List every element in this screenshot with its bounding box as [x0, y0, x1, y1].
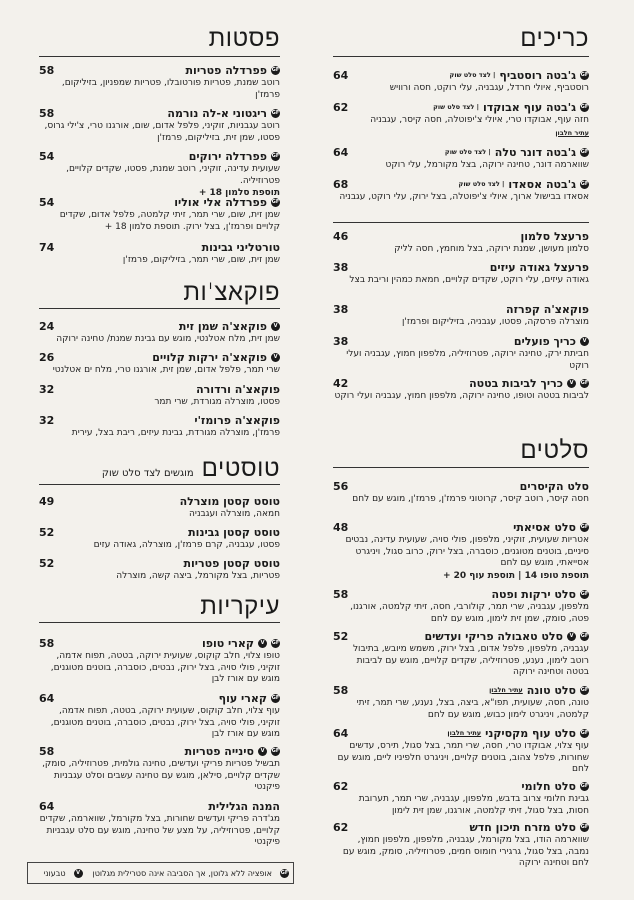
- section-divider: [39, 308, 280, 309]
- item-name: קארי טופו: [201, 636, 254, 650]
- item-name: פוקאצ'ה פרומז'י: [194, 413, 280, 427]
- item-price: 62: [333, 820, 349, 834]
- vegan-icon: V: [74, 869, 83, 878]
- section-title-sandwiches: כריכים: [520, 24, 589, 52]
- gf-icon: GF: [271, 66, 280, 73]
- menu-item: [333, 520, 589, 582]
- gf-icon: GF: [580, 180, 589, 187]
- item-price: 58: [39, 106, 55, 120]
- item-name: קארי עוף: [218, 691, 267, 705]
- item-description: שמן זית, מלח אטלנטי, מוגש עם גבינת שמנת/ טחינה ירוקה: [56, 334, 280, 344]
- section-title-focaccias: פוקאצ'ות: [183, 278, 280, 306]
- section-divider: [333, 467, 589, 468]
- item-description: עגבניה, מלפפון, פלפל אדום, בצל ירוק, משמש מיובש, בתיבול רוטב לימון, נענע, פטרוזיליה, שקדים קלויים, מוגש עם לביבות בטטה וטחינה ירוקה: [352, 644, 589, 677]
- item-name: פפרדלה אלי אוליו: [174, 195, 267, 209]
- section-divider: [39, 484, 280, 485]
- item-price: 46: [333, 229, 349, 243]
- menu-item: [333, 629, 589, 679]
- menu-item: [333, 376, 589, 403]
- section-divider: [333, 222, 589, 223]
- vegan-icon: V: [271, 353, 280, 362]
- gf-icon: GF: [580, 103, 589, 110]
- menu-item: [39, 240, 280, 267]
- item-name: פוקאצ'ה ורדורה: [196, 382, 280, 396]
- item-name: סלט עוף מקסיקני: [485, 726, 576, 740]
- item-name: סינייה פטריות: [184, 744, 254, 758]
- section-title-toasts: טוסטים: [201, 454, 280, 482]
- item-extra: תוספת סלמון 18 +: [198, 188, 280, 198]
- item-name: פפרדלה פטריות: [185, 63, 267, 77]
- vegan-icon: V: [271, 322, 280, 331]
- item-price: 26: [39, 350, 55, 364]
- item-price: 58: [333, 683, 349, 697]
- section-title-mains: עיקריות: [200, 592, 280, 620]
- gf-icon: GF: [580, 71, 589, 78]
- gf-icon: GF: [580, 148, 589, 155]
- item-name: המנה הגלילית: [208, 799, 280, 813]
- item-price: 68: [333, 177, 349, 191]
- item-name: ג'בטה דונר טלה: [494, 145, 576, 159]
- menu-item: [333, 260, 589, 287]
- item-description: אטריות שעועית, זוקיני, מלפפון, פולי סויה, שעועית עדינה, נבטים סיניים, בוטנים מטוגנים, כוסברה, בצל ירוק, כרוב סגול, ויניגרט אסייאתי, מוגש עם לחם: [345, 535, 589, 568]
- menu-item: [333, 229, 589, 256]
- gf-icon: GF: [580, 523, 589, 530]
- item-name: כריך פועלים: [513, 334, 576, 348]
- item-description: רוסטביף, איולי חרדל, עגבניה, עלי רוקט, חסה ורוויש: [389, 83, 589, 93]
- gf-icon: GF: [271, 694, 280, 701]
- item-name: כריך לביבות בטטה: [469, 376, 563, 390]
- item-name: פפרדלה ירוקים: [188, 149, 267, 163]
- menu-item: [333, 820, 589, 870]
- item-description: מוצרלה פרסקה, פסטו, עגבניה, בזיליקום ופרמז'ן: [401, 317, 589, 327]
- gf-icon: GF: [271, 152, 280, 159]
- menu-item: [39, 413, 280, 440]
- item-description: גאודה עיזים, עלי רוקט, שקדים קלויים, חמאת כמהין וריבת בצל: [349, 275, 589, 285]
- item-description: שעועית עדינה, זוקיני, רוטב שמנת, פסטו, שקדים קלויים, פטרוזיליה.: [66, 164, 280, 186]
- item-description: שווארמה דונר, טחינה ירוקה, בצל מקורמל, עלי רוקט: [385, 160, 589, 170]
- section-divider: [39, 56, 280, 57]
- item-tag: עתיר חלבון: [447, 729, 482, 737]
- legend-gf-text: אופציה ללא גלוטן, אך הסביבה אינה סטרילית מגלוטן: [92, 868, 272, 878]
- menu-item: [39, 63, 280, 101]
- item-price: 32: [39, 413, 55, 427]
- item-description: פטריות, בצל מקורמל, ביצה קשה, מוצרלה: [116, 571, 280, 581]
- item-extra: תוספת טופו 14 | תוספת עוף 20 +: [442, 570, 589, 581]
- item-description: שרי תמר, פלפל אדום, שמן זית, אורגנו טרי, מלח ים אטלנטי: [52, 365, 280, 375]
- menu-item: [39, 744, 280, 794]
- item-description: סלמון מעושן, שמנת ירוקה, בצל מוחמץ, חסה לליק: [394, 244, 589, 254]
- gf-icon: GF: [580, 379, 589, 386]
- gf-icon: GF: [271, 109, 280, 116]
- item-price: 54: [39, 149, 55, 163]
- item-description: חזה עוף, אבוקדו טרי, איולי צ'יפוטלה, חסה קיסר, עגבניה: [370, 115, 589, 125]
- item-price: 42: [333, 376, 349, 390]
- item-price: 62: [333, 779, 349, 793]
- item-name: סלט חלומי: [521, 779, 576, 793]
- item-description: עוף צלוי, חלב קוקוס, שעועית ירוקה, בטטה, תפוח אדמה, זוקיני, פולי סויה, בצל ירוק, נבטים, כוסברה, בוטנים מטוגנים, מוגש עם אורז לבן: [50, 706, 280, 739]
- item-note: | לצד סלט שוק: [458, 180, 505, 188]
- item-description: מלפפון, עגבניה, שרי תמר, קולורבי, חסה, זיתי קלמטה, אורגנו, פטה, סומק, שמן זית לימון, מוגש עם לחם: [350, 602, 589, 624]
- item-description: פסטו, עגבניה, קרם פרמז'ן, מוצרלה, גאודה עזים: [93, 540, 280, 550]
- item-price: 38: [333, 302, 349, 316]
- item-price: 64: [39, 799, 55, 813]
- item-price: 74: [39, 240, 55, 254]
- item-name: טוסט קסטן גבינות: [188, 525, 280, 539]
- vegan-icon: V: [567, 379, 576, 388]
- dietary-legend: [27, 862, 294, 884]
- menu-item: [333, 145, 589, 172]
- item-price: 58: [39, 63, 55, 77]
- vegan-icon: V: [580, 337, 589, 346]
- menu-item: [39, 636, 280, 686]
- menu-item: [333, 479, 589, 506]
- menu-item: [39, 149, 280, 200]
- item-price: 64: [333, 726, 349, 740]
- item-name: טוסט קסטן פטריות: [183, 556, 280, 570]
- item-description: חסה קיסר, רוטב קיסר, קרוטוני פרמז'ן, פרמז'ן, מוגש עם לחם: [352, 494, 589, 504]
- item-price: 58: [39, 636, 55, 650]
- item-description: טונה, חסה, שעועית, תפו"א, ביצה, בצל, נענע, שרי תמר, זיתי קלמטה, ויניגרט לימון כבוש, מוגש עם לחם: [356, 698, 589, 720]
- menu-item: [333, 177, 589, 204]
- section-title-pastas: פסטות: [208, 24, 280, 52]
- item-name: פרעצל גאודה עיזים: [489, 260, 589, 274]
- section-divider: [333, 56, 589, 57]
- item-price: 58: [39, 744, 55, 758]
- item-price: 54: [39, 195, 55, 209]
- gf-icon: GF: [271, 639, 280, 646]
- gf-icon: GF: [280, 869, 289, 876]
- item-name: סלט מזרח תיכון חדש: [469, 820, 576, 834]
- item-description: אסאדו בבישול ארוך, איולי צ'יפוטלה, בצל ירוק, עלי רוקט, עגבניה: [339, 192, 589, 202]
- item-description: חביתת ירק, טחינה ירוקה, פטרוזיליה, מלפפון חמוץ, עגבניה ועלי רוקט: [346, 349, 589, 371]
- menu-item: [39, 556, 280, 583]
- item-price: 62: [333, 100, 349, 114]
- section-divider: [39, 622, 280, 623]
- item-price: 38: [333, 260, 349, 274]
- section-subtitle: מוגשים לצד סלט שוק: [101, 468, 194, 479]
- item-price: 52: [333, 629, 349, 643]
- menu-item: [333, 726, 589, 776]
- item-description: שמן זית, שום, שרי תמר, בזיליקום, פרמז'ן: [122, 255, 280, 265]
- item-description: לביבות בטטה וטופו, טחינה ירוקה, מלפפון חמוץ, עגבניה ועלי רוקט: [334, 391, 589, 401]
- item-note: | לצד סלט שוק: [449, 71, 496, 79]
- menu-item: [39, 350, 280, 377]
- item-name: פוקאצ'ה שמן זית: [178, 319, 267, 333]
- menu-item: [333, 587, 589, 625]
- gf-icon: GF: [580, 686, 589, 693]
- gf-icon: GF: [580, 782, 589, 789]
- menu-item: [333, 683, 589, 721]
- item-name: ג'בטה עוף אבוקדו: [482, 100, 576, 114]
- gf-icon: GF: [271, 747, 280, 754]
- menu-item: [39, 525, 280, 552]
- menu-item: [39, 799, 280, 849]
- gf-icon: GF: [271, 198, 280, 205]
- item-name: סלט ירקות ופטה: [491, 587, 576, 601]
- item-description: רוטב עגבניות, זוקיני, פלפל אדום, שום, אורגנו טרי, צ'ילי גרוס, פסטו, שמן זית, בזיליקום, פרמז'ן: [44, 121, 280, 143]
- item-price: 52: [39, 525, 55, 539]
- item-name: טורטליני גבינות: [201, 240, 280, 254]
- item-price: 56: [333, 479, 349, 493]
- menu-item: [39, 382, 280, 409]
- item-description: גבינת חלומי צרוב בדבש, מלפפון, עגבניה, שרי תמר, תערובת חסות, בצל סגול, זיתי קלמטה, אורגנו, שמן זית לימון: [358, 794, 589, 816]
- item-name: סלט טונה: [526, 683, 576, 697]
- gf-icon: GF: [580, 590, 589, 597]
- item-price: 64: [333, 68, 349, 82]
- item-price: 64: [39, 691, 55, 705]
- section-title-salads: סלטים: [520, 436, 589, 464]
- vegan-icon: V: [258, 747, 267, 756]
- item-tag: עתיר חלבון: [489, 686, 523, 694]
- item-price: 38: [333, 334, 349, 348]
- item-description: רוטב שמנת, פטריות פורטובלו, פטריות שמפניון, בזיליקום, פרמז'ן: [61, 78, 280, 100]
- item-price: 49: [39, 494, 55, 508]
- menu-item: [333, 779, 589, 817]
- item-description: תבשיל פטריות פריקי ועדשים, טחינה גולמית, פטרוזיליה, סומק, שקדים קלויים, סילאן, מוגש עם טחינה עשבים וסלט עגבניות פיקנטי: [42, 759, 280, 792]
- item-name: סלט הקיסרים: [519, 479, 589, 493]
- item-description: שווארמה הודו, בצל מקורמל, עגבניה, מלפפון, מלפפון חמוץ, נמבה, בצל סגול, גרגירי חומוס חמים, פטרוזיליה, סומק, מוגש עם לחם וטחינה ירוקה: [342, 835, 589, 868]
- menu-item: [333, 334, 589, 372]
- item-description: טופו צלוי, חלב קוקוס, שעועית ירוקה, בטטה, תפוח אדמה, זוקיני, פולי סויה, בצל ירוק, נבטים, כוסברה, בוטנים מטוגנים, מוגש עם אורז לבן: [50, 651, 280, 684]
- item-description: עוף צלוי, אבוקדו טרי, חסה, שרי תמר, בצל סגול, תירס, עדשים שחורות, פלפל צהוב, בוטנים קלויים, ויניגרט חלפיניו ליים, מוגש עם לחם: [337, 741, 589, 774]
- menu-item: [39, 195, 280, 233]
- menu-item: [39, 494, 280, 521]
- item-note: | לצד סלט שוק: [444, 148, 491, 156]
- item-name: פרעצל סלמון: [520, 229, 589, 243]
- item-price: 52: [39, 556, 55, 570]
- item-name: פוקאצ'ה ירקות קלויים: [152, 350, 267, 364]
- vegan-icon: V: [567, 632, 576, 641]
- menu-item: [333, 302, 589, 329]
- gf-icon: GF: [580, 729, 589, 736]
- item-description: פרמז'ן, מוצרלה מגורדת, גבינת עיזים, ריבת בצל, עירית: [71, 428, 280, 438]
- item-name: פוקאצ'ה קפרזה: [506, 302, 589, 316]
- item-price: 24: [39, 319, 55, 333]
- item-price: 32: [39, 382, 55, 396]
- item-name: ריגטוני א-לה נורמה: [167, 106, 267, 120]
- item-name: סלט טאבולה פריקי ועדשים: [424, 629, 563, 643]
- item-tag: עתיר חלבון: [555, 128, 589, 137]
- menu-item: [333, 100, 589, 139]
- vegan-icon: V: [258, 639, 267, 648]
- item-price: 64: [333, 145, 349, 159]
- item-name: ג'בטה אסאדו: [508, 177, 576, 191]
- item-name: סלט אסיאתי: [513, 520, 576, 534]
- item-description: שמן זית, שום, שרי תמר, זיתי קלמטה, פלפל אדום, שקדים קלויים ופרמז'ן, בצל ירוק. תוספת סלמון 18 +: [59, 210, 280, 232]
- gf-icon: GF: [580, 632, 589, 639]
- item-description: פסטו, מוצרלה מגורדת, שרי תמר: [154, 397, 280, 407]
- toasts-header: [102, 454, 280, 482]
- item-price: 48: [333, 520, 349, 534]
- item-name: טוסט קסטן מוצרלה: [179, 494, 280, 508]
- item-description: חמאה, מוצרלה ועגבניה: [189, 509, 280, 519]
- item-note: | לצד סלט שוק: [433, 103, 479, 111]
- item-name: ג'בטה רוסטביף: [499, 68, 576, 82]
- menu-item: [39, 106, 280, 144]
- legend-vegan-text: טבעוני: [43, 868, 66, 878]
- menu-item: [39, 691, 280, 741]
- item-description: מג'דרה פריקי ועדשים שחורות, בצל מקורמל, שווארמה, שקדים קלויים, פטרוזיליה, על מצע של טחינה, מוגש עם סלט עגבניות פיקנטי: [39, 814, 280, 847]
- menu-item: [333, 68, 589, 95]
- item-price: 58: [333, 587, 349, 601]
- menu-item: [39, 319, 280, 346]
- gf-icon: GF: [580, 823, 589, 830]
